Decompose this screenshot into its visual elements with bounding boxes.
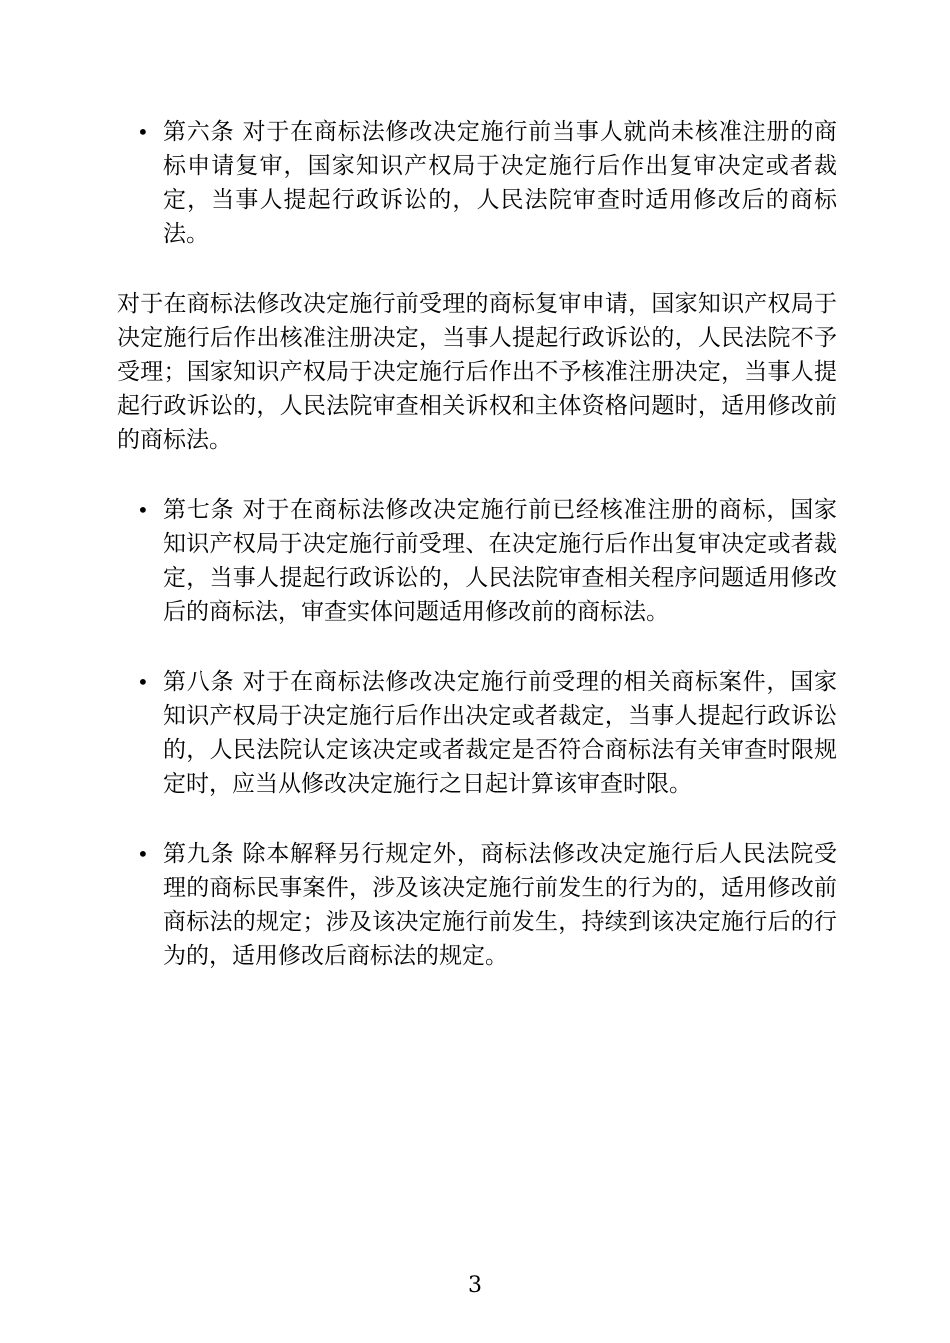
list-item-article-9 xyxy=(137,837,837,973)
page-content xyxy=(117,115,837,973)
list-item-article-6 xyxy=(137,115,837,251)
article-9-text: 第九条 除本解释另行规定外，商标法修改决定施行后人民法院受理的商标民事案件，涉及该决定施行前发生的行为的，适用修改前商标法的规定；涉及该决定施行前发生，持续到该决定施行后的行为的，适用修改后商标法的规定。 xyxy=(163,841,837,969)
list-item-article-7 xyxy=(137,493,837,629)
article-6-text: 第六条 对于在商标法修改决定施行前当事人就尚未核准注册的商标申请复审，国家知识产权局于决定施行后作出复审决定或者裁定，当事人提起行政诉讼的，人民法院审查时适用修改后的商标法。 xyxy=(163,119,837,247)
article-8-text: 第八条 对于在商标法修改决定施行前受理的相关商标案件，国家知识产权局于决定施行后作出决定或者裁定，当事人提起行政诉讼的，人民法院认定该决定或者裁定是否符合商标法有关审查时限规定时，应当从修改决定施行之日起计算该审查时限。 xyxy=(163,669,837,797)
list-item-article-8 xyxy=(137,665,837,801)
page-number: 3 xyxy=(468,1273,482,1298)
bullet-icon: • xyxy=(137,498,149,522)
article-7-text: 第七条 对于在商标法修改决定施行前已经核准注册的商标，国家知识产权局于决定施行前受理、在决定施行后作出复审决定或者裁定，当事人提起行政诉讼的，人民法院审查相关程序问题适用修改后的商标法，审查实体问题适用修改前的商标法。 xyxy=(163,497,837,625)
bullet-icon: • xyxy=(137,842,149,866)
bullet-list-article-6 xyxy=(117,115,837,251)
bullet-icon: • xyxy=(137,670,149,694)
bullet-list-articles-7-9 xyxy=(117,493,837,973)
bullet-icon: • xyxy=(137,120,149,144)
body-paragraph: 对于在商标法修改决定施行前受理的商标复审申请，国家知识产权局于决定施行后作出核准注册决定，当事人提起行政诉讼的，人民法院不予受理；国家知识产权局于决定施行后作出不予核准注册决定，当事人提起行政诉讼的，人民法院审查相关诉权和主体资格问题时，适用修改前的商标法。 xyxy=(117,291,837,453)
